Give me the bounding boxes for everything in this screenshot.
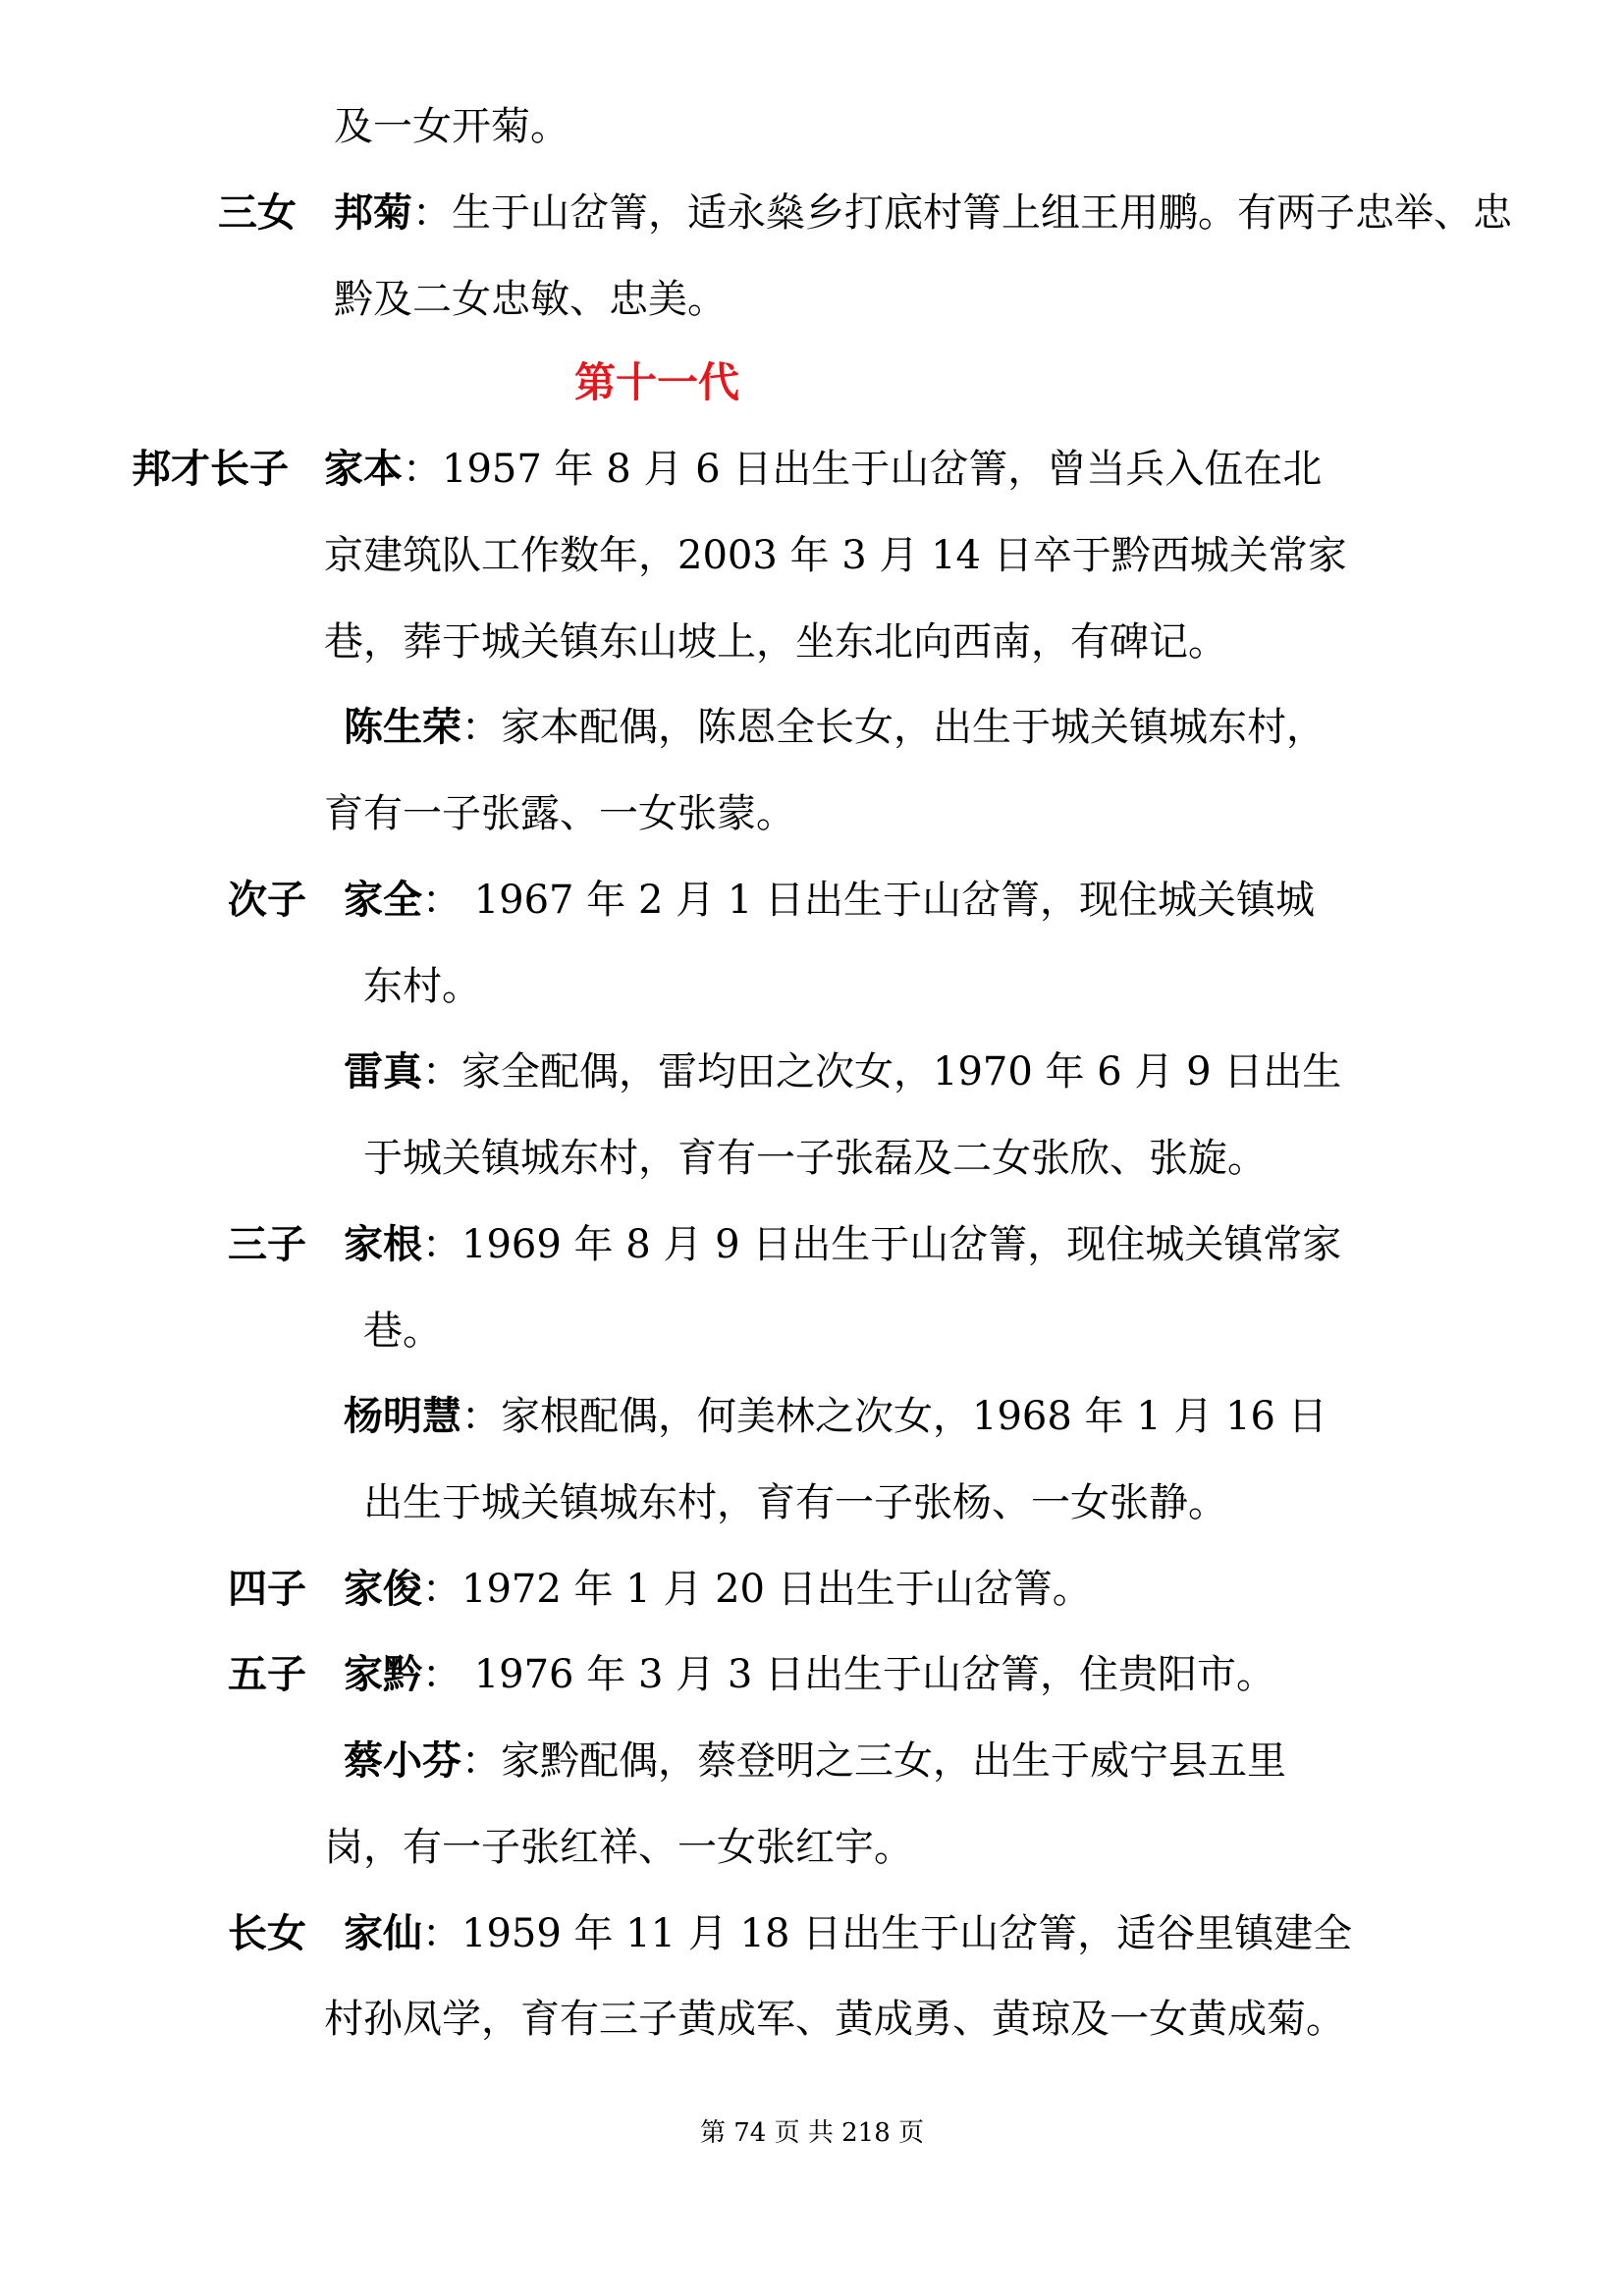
relation-label: 长女 [228, 1911, 306, 1956]
page-footer: 第 74 页 共 218 页 [699, 2118, 925, 2148]
person-name: 邦菊 [334, 190, 412, 236]
relation-label: 邦才长子 [132, 447, 289, 492]
text-line: ：家根配偶，何美林之次女，1968 年 1 月 16 日 [461, 1394, 1327, 1439]
text-line: ：家黔配偶，蔡登明之三女，出生于威宁县五里 [461, 1738, 1286, 1784]
text-line: 黔及二女忠敏、忠美。 [334, 277, 727, 322]
relation-label: 三子 [228, 1222, 306, 1267]
text-line: ： 1976 年 3 月 3 日出生于山岔箐，住贵阳市。 [422, 1652, 1275, 1697]
person-name: 蔡小芬 [344, 1738, 461, 1784]
text-line: 东村。 [363, 964, 481, 1009]
person-name: 家本 [324, 447, 403, 492]
text-line: ：1969 年 8 月 9 日出生于山岔箐，现住城关镇常家 [422, 1222, 1342, 1267]
text-line: ：1959 年 11 月 18 日出生于山岔箐，适谷里镇建全 [422, 1911, 1353, 1956]
person-name: 陈生荣 [344, 705, 461, 750]
text-line: 岗，有一子张红祥、一女张红宇。 [324, 1825, 913, 1870]
text-line: 巷，葬于城关镇东山坡上，坐东北向西南，有碑记。 [324, 619, 1227, 665]
text-line: 育有一子张露、一女张蒙。 [324, 791, 795, 836]
text-line: ：生于山岔箐，适永燊乡打底村箐上组王用鹏。有两子忠举、忠 [412, 190, 1512, 236]
text-line: 巷。 [363, 1308, 442, 1354]
text-line: ：家全配偶，雷均田之次女，1970 年 6 月 9 日出生 [422, 1049, 1342, 1095]
relation-label: 三女 [218, 190, 297, 236]
relation-label: 次子 [228, 878, 306, 923]
text-line: 村孙凤学，育有三子黄成军、黄成勇、黄琼及一女黄成菊。 [324, 1997, 1345, 2042]
text-line: 出生于城关镇城东村，育有一子张杨、一女张静。 [363, 1480, 1227, 1525]
person-name: 家根 [344, 1222, 422, 1267]
text-line: ： 1967 年 2 月 1 日出生于山岔箐，现住城关镇城 [422, 878, 1315, 923]
person-name: 雷真 [344, 1049, 422, 1095]
text-line: ：家本配偶，陈恩全长女，出生于城关镇城东村， [461, 705, 1326, 750]
text-line: 于城关镇城东村，育有一子张磊及二女张欣、张旋。 [363, 1136, 1267, 1181]
text-line: 京建筑队工作数年，2003 年 3 月 14 日卒于黔西城关常家 [324, 533, 1347, 578]
relation-label: 四子 [228, 1567, 306, 1612]
text-line: ：1972 年 1 月 20 日出生于山岔箐。 [422, 1567, 1092, 1612]
person-name: 杨明慧 [344, 1394, 461, 1439]
person-name: 家仙 [344, 1911, 422, 1956]
person-name: 家俊 [344, 1567, 422, 1612]
person-name: 家全 [344, 878, 422, 923]
person-name: 家黔 [344, 1652, 422, 1697]
generation-heading: 第十一代 [574, 358, 740, 406]
text-line: ：1957 年 8 月 6 日出生于山岔箐，曾当兵入伍在北 [403, 447, 1323, 492]
text-line: 及一女开菊。 [334, 104, 569, 149]
relation-label: 五子 [228, 1652, 306, 1697]
